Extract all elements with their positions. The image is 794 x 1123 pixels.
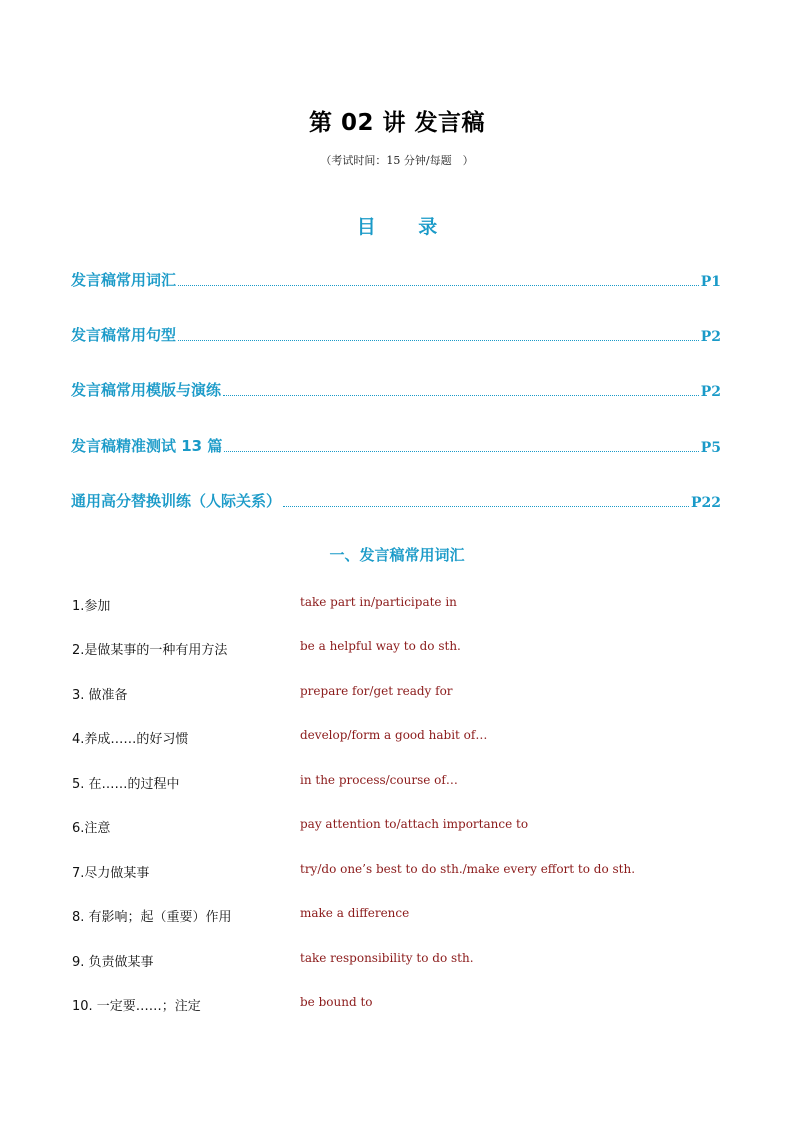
vocab-english: pay attention to/attach importance to: [300, 817, 529, 831]
vocab-english: take part in/participate in: [300, 595, 457, 609]
toc-entry-page: P2: [700, 384, 721, 400]
page-title: 第 02 讲 发言稿: [308, 110, 486, 136]
vocab-chinese: 10. 一定要……；注定: [72, 999, 201, 1014]
vocab-english: be bound to: [300, 995, 373, 1009]
vocab-english: prepare for/get ready for: [300, 684, 453, 698]
vocab-item: [0, 951, 794, 971]
vocab-item: [0, 995, 794, 1015]
vocab-chinese: 2.是做某事的一种有用方法: [72, 643, 228, 658]
vocab-english: in the process/course of…: [300, 773, 458, 787]
toc-leader: [178, 284, 699, 286]
toc-entry[interactable]: [71, 487, 721, 511]
toc-entry-label: 发言稿常用模版与演练: [71, 381, 222, 399]
vocab-chinese: 3. 做准备: [72, 688, 128, 703]
section-heading: 一、发言稿常用词汇: [329, 546, 465, 564]
toc-entry[interactable]: [71, 376, 721, 400]
vocab-item: [0, 684, 794, 704]
vocab-english: take responsibility to do sth.: [300, 951, 474, 965]
vocab-chinese: 8. 有影响；起（重要）作用: [72, 910, 232, 925]
toc-leader: [223, 394, 699, 396]
vocab-english: try/do one’s best to do sth./make every effort to do sth.: [300, 862, 636, 876]
vocab-item: [0, 639, 794, 659]
vocab-english: make a difference: [300, 906, 410, 920]
toc-entry-label: 通用高分替换训练（人际关系）: [71, 492, 282, 510]
toc-leader: [178, 339, 699, 341]
vocab-item: [0, 906, 794, 926]
vocab-chinese: 6.注意: [72, 821, 111, 836]
toc-entry-page: P22: [690, 495, 721, 511]
vocab-item: [0, 595, 794, 615]
toc-entry-label: 发言稿精准测试 13 篇: [71, 437, 223, 455]
vocab-chinese: 1.参加: [72, 599, 111, 614]
toc-entry-page: P5: [700, 440, 721, 456]
toc-entry-label: 发言稿常用词汇: [71, 271, 177, 289]
toc-leader: [283, 505, 689, 507]
toc-entry[interactable]: [71, 432, 721, 456]
toc-entry[interactable]: [71, 266, 721, 290]
toc-heading: 目 录: [356, 216, 456, 238]
toc-entry-page: P1: [700, 274, 721, 290]
vocab-chinese: 4.养成……的好习惯: [72, 732, 189, 747]
vocab-item: [0, 773, 794, 793]
vocab-chinese: 5. 在……的过程中: [72, 777, 180, 792]
vocab-chinese: 7.尽力做某事: [72, 866, 150, 881]
vocab-chinese: 9. 负责做某事: [72, 955, 154, 970]
toc-leader: [224, 450, 698, 452]
toc-entry-label: 发言稿常用句型: [71, 326, 177, 344]
vocab-item: [0, 728, 794, 748]
vocab-item: [0, 817, 794, 837]
vocab-item: [0, 862, 794, 882]
vocab-english: develop/form a good habit of…: [300, 728, 488, 742]
exam-time-note: （考试时间：15 分钟/每题 ）: [320, 154, 474, 167]
toc-entry[interactable]: [71, 321, 721, 345]
toc-entry-page: P2: [700, 329, 721, 345]
vocab-english: be a helpful way to do sth.: [300, 639, 461, 653]
